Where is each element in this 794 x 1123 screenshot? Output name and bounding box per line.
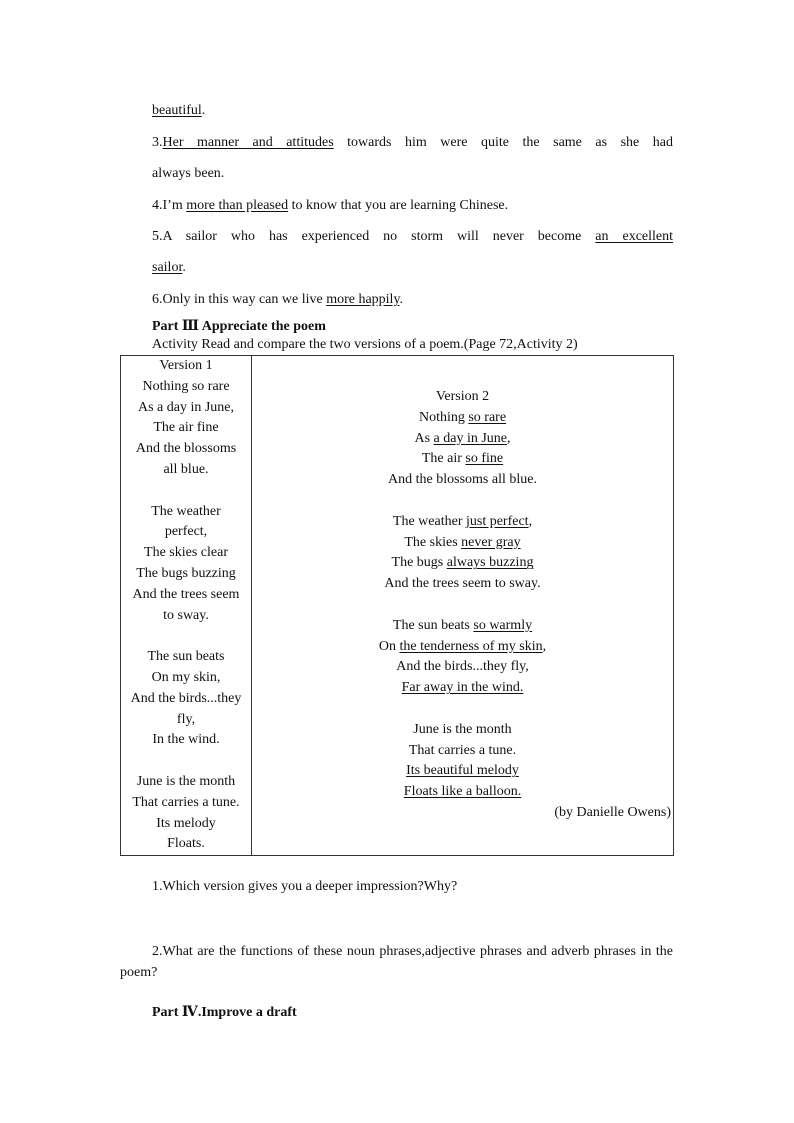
part-3-heading: Part Ⅲ Appreciate the poem xyxy=(152,319,326,334)
part-4-heading: Part Ⅳ.Improve a draft xyxy=(152,1005,297,1020)
poem-line: The bugs buzzing xyxy=(136,565,236,581)
poem-text: The air xyxy=(421,451,466,467)
answer-q5-part2: sailor xyxy=(152,260,183,275)
answer-beautiful: beautiful xyxy=(152,103,202,118)
poem-line: perfect, xyxy=(164,524,208,540)
stanza-gap xyxy=(121,481,251,502)
question-5: 5.A sailor who has experienced no storm will never become an excellent xyxy=(152,229,674,244)
poem-line: Floats. xyxy=(167,836,205,852)
poem-line xyxy=(252,408,673,429)
poem-line: to sway. xyxy=(163,607,209,623)
underlined-phrase: Its beautiful melody xyxy=(406,763,519,779)
poem-line xyxy=(252,574,673,595)
poem-line: all blue. xyxy=(163,461,209,477)
underlined-phrase: so warmly xyxy=(473,617,533,633)
poem-line: As a day in June, xyxy=(137,399,235,415)
question-2: 2.What are the functions of these noun phrases,adjective phrases and adverb phrases in the poem? xyxy=(120,944,673,980)
poem-line xyxy=(252,782,673,803)
answer-q6: more happily xyxy=(326,292,400,307)
stanza-gap xyxy=(252,699,673,720)
poem-line: On my skin, xyxy=(151,669,221,685)
version-1-title: Version 1 xyxy=(159,358,213,373)
poem-punctuation: , xyxy=(542,638,547,654)
poem-line xyxy=(252,637,673,658)
underlined-phrase: a day in June xyxy=(433,430,508,446)
version-2-poem xyxy=(252,408,673,803)
poem-line: fly, xyxy=(176,711,196,727)
poem-line: The air fine xyxy=(153,420,219,436)
poem-text: June is the month xyxy=(413,721,512,737)
poem-text: And the blossoms all blue. xyxy=(388,472,537,488)
poem-line: That carries a tune. xyxy=(132,794,240,810)
poem-punctuation: , xyxy=(528,513,533,529)
poem-line xyxy=(252,616,673,637)
poem-text: And the trees seem to sway. xyxy=(384,576,541,592)
stanza-gap xyxy=(252,595,673,616)
question-4: 4.I’m more than pleased to know that you are learning Chinese. xyxy=(152,198,509,213)
underlined-phrase: just perfect xyxy=(465,513,529,529)
poem-line xyxy=(252,512,673,533)
poem-punctuation: , xyxy=(507,430,511,446)
poem-line: June is the month xyxy=(136,773,236,789)
poem-line: The skies clear xyxy=(144,545,228,561)
question-3-continued: always been. xyxy=(152,166,225,181)
underlined-phrase: Floats like a balloon. xyxy=(403,784,522,800)
underlined-phrase: the tenderness of my skin xyxy=(399,638,543,654)
version-2-cell xyxy=(252,356,674,856)
poem-comparison-table xyxy=(120,355,674,856)
poem-line xyxy=(252,741,673,762)
poem-line xyxy=(252,429,673,450)
stanza-gap xyxy=(121,626,251,647)
question-1: 1.Which version gives you a deeper impression?Why? xyxy=(152,879,458,894)
underlined-phrase: always buzzing xyxy=(446,555,534,571)
poem-line xyxy=(252,761,673,782)
underlined-phrase: so rare xyxy=(468,409,507,425)
underlined-phrase: never gray xyxy=(461,534,521,550)
poem-line xyxy=(252,657,673,678)
poem-line: The weather xyxy=(151,503,221,519)
poem-line xyxy=(252,470,673,491)
version-1-cell xyxy=(121,356,252,856)
poem-text: The bugs xyxy=(391,555,447,571)
question-5-continued: sailor. xyxy=(152,260,186,275)
underlined-phrase: so fine xyxy=(465,451,504,467)
poem-text: As xyxy=(414,430,434,446)
poem-line: In the wind. xyxy=(152,732,220,748)
poem-text: That carries a tune. xyxy=(408,742,517,758)
stanza-gap xyxy=(252,491,673,512)
answer-q5-part1: an excellent xyxy=(595,229,674,244)
poem-line: And the trees seem xyxy=(132,586,240,602)
poem-line xyxy=(252,553,673,574)
question-6: 6.Only in this way can we live more happily. xyxy=(152,292,404,307)
answer-q4: more than pleased xyxy=(186,198,289,213)
poem-author: (by Danielle Owens) xyxy=(554,804,671,820)
poem-text: And the birds...they fly, xyxy=(396,659,529,675)
poem-text: The sun beats xyxy=(392,617,474,633)
poem-line: Its melody xyxy=(156,815,216,831)
poem-line xyxy=(252,533,673,554)
stanza-gap xyxy=(121,751,251,772)
poem-line: And the blossoms xyxy=(135,441,237,457)
answer-line-continuation: beautiful. xyxy=(152,103,206,118)
version-2-title: Version 2 xyxy=(435,389,490,404)
poem-line: The sun beats xyxy=(147,649,225,665)
poem-line xyxy=(252,678,673,699)
poem-line: Nothing so rare xyxy=(142,378,230,394)
poem-text: Nothing xyxy=(418,409,469,425)
version-1-poem xyxy=(121,377,251,855)
poem-line xyxy=(252,449,673,470)
underlined-phrase: Far away in the wind. xyxy=(401,680,524,696)
activity-instruction: Activity Read and compare the two versions of a poem.(Page 72,Activity 2) xyxy=(152,337,578,352)
question-3: 3.Her manner and attitudes towards him were quite the same as she had xyxy=(152,135,673,150)
poem-text: The skies xyxy=(404,534,462,550)
poem-text: On xyxy=(378,638,400,654)
poem-text: The weather xyxy=(392,513,466,529)
poem-line xyxy=(252,720,673,741)
answer-q3: Her manner and attitudes xyxy=(162,135,334,150)
poem-line: And the birds...they xyxy=(130,690,242,706)
